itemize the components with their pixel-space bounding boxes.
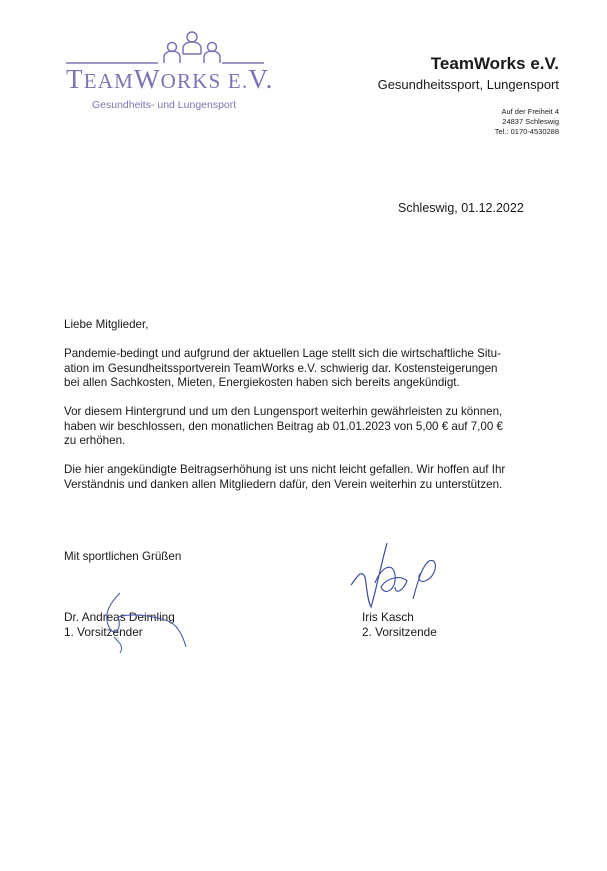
logo-subtitle: Gesundheits- und Lungensport bbox=[92, 99, 237, 111]
logo-wordmark: TEAMWORKS E.V. bbox=[66, 64, 274, 94]
salutation: Liebe Mitglieder, bbox=[64, 318, 149, 331]
text-line: zu erhöhen. bbox=[64, 434, 126, 447]
letter-date: Schleswig, 01.12.2022 bbox=[398, 201, 524, 215]
text-line: ation im Gesundheitssportverein TeamWorks e.V. schwierig dar. Kostensteigerungen bbox=[64, 361, 498, 375]
org-name: TeamWorks e.V. bbox=[430, 54, 559, 73]
paragraph-3 bbox=[64, 463, 554, 492]
text-line: Vor diesem Hintergrund und um den Lungensport weiterhin gewährleisten zu können, bbox=[64, 405, 503, 418]
address-phone: Tel.: 0170-4530288 bbox=[494, 127, 559, 136]
address-street: Auf der Freiheit 4 bbox=[501, 107, 559, 116]
text-line: bei allen Sachkosten, Mieten, Energiekosten haben sich bereits angekündigt. bbox=[64, 376, 460, 389]
signatory-1 bbox=[64, 610, 175, 639]
org-tagline: Gesundheitssport, Lungensport bbox=[377, 77, 559, 92]
text-line: Pandemie-bedingt und aufgrund der aktuellen Lage stellt sich die wirtschaftliche Situ- bbox=[64, 347, 501, 360]
signatory-name: Dr. Andreas Deimling bbox=[64, 610, 175, 624]
signatory-name: Iris Kasch bbox=[362, 610, 414, 624]
address-city: 24837 Schleswig bbox=[502, 117, 559, 126]
signatory-role: 2. Vorsitzende bbox=[362, 624, 437, 639]
text-line: Verständnis und danken allen Mitgliedern dafür, den Verein weiterhin zu unterstützen. bbox=[64, 477, 503, 491]
paragraph-2 bbox=[64, 405, 554, 449]
paragraph-1 bbox=[64, 347, 554, 391]
signatory-2 bbox=[362, 610, 437, 639]
teamworks-logo bbox=[62, 28, 272, 114]
people-group-icon bbox=[62, 28, 272, 68]
signatory-role: 1. Vorsitzender bbox=[64, 624, 143, 639]
text-line: Die hier angekündigte Beitragserhöhung ist uns nicht leicht gefallen. Wir hoffen auf Ihr bbox=[64, 463, 506, 476]
text-line: haben wir beschlossen, den monatlichen Beitrag ab 01.01.2023 von 5,00 € auf 7,00 € bbox=[64, 419, 503, 433]
signature-kasch bbox=[345, 537, 445, 612]
closing: Mit sportlichen Grüßen bbox=[64, 550, 182, 563]
